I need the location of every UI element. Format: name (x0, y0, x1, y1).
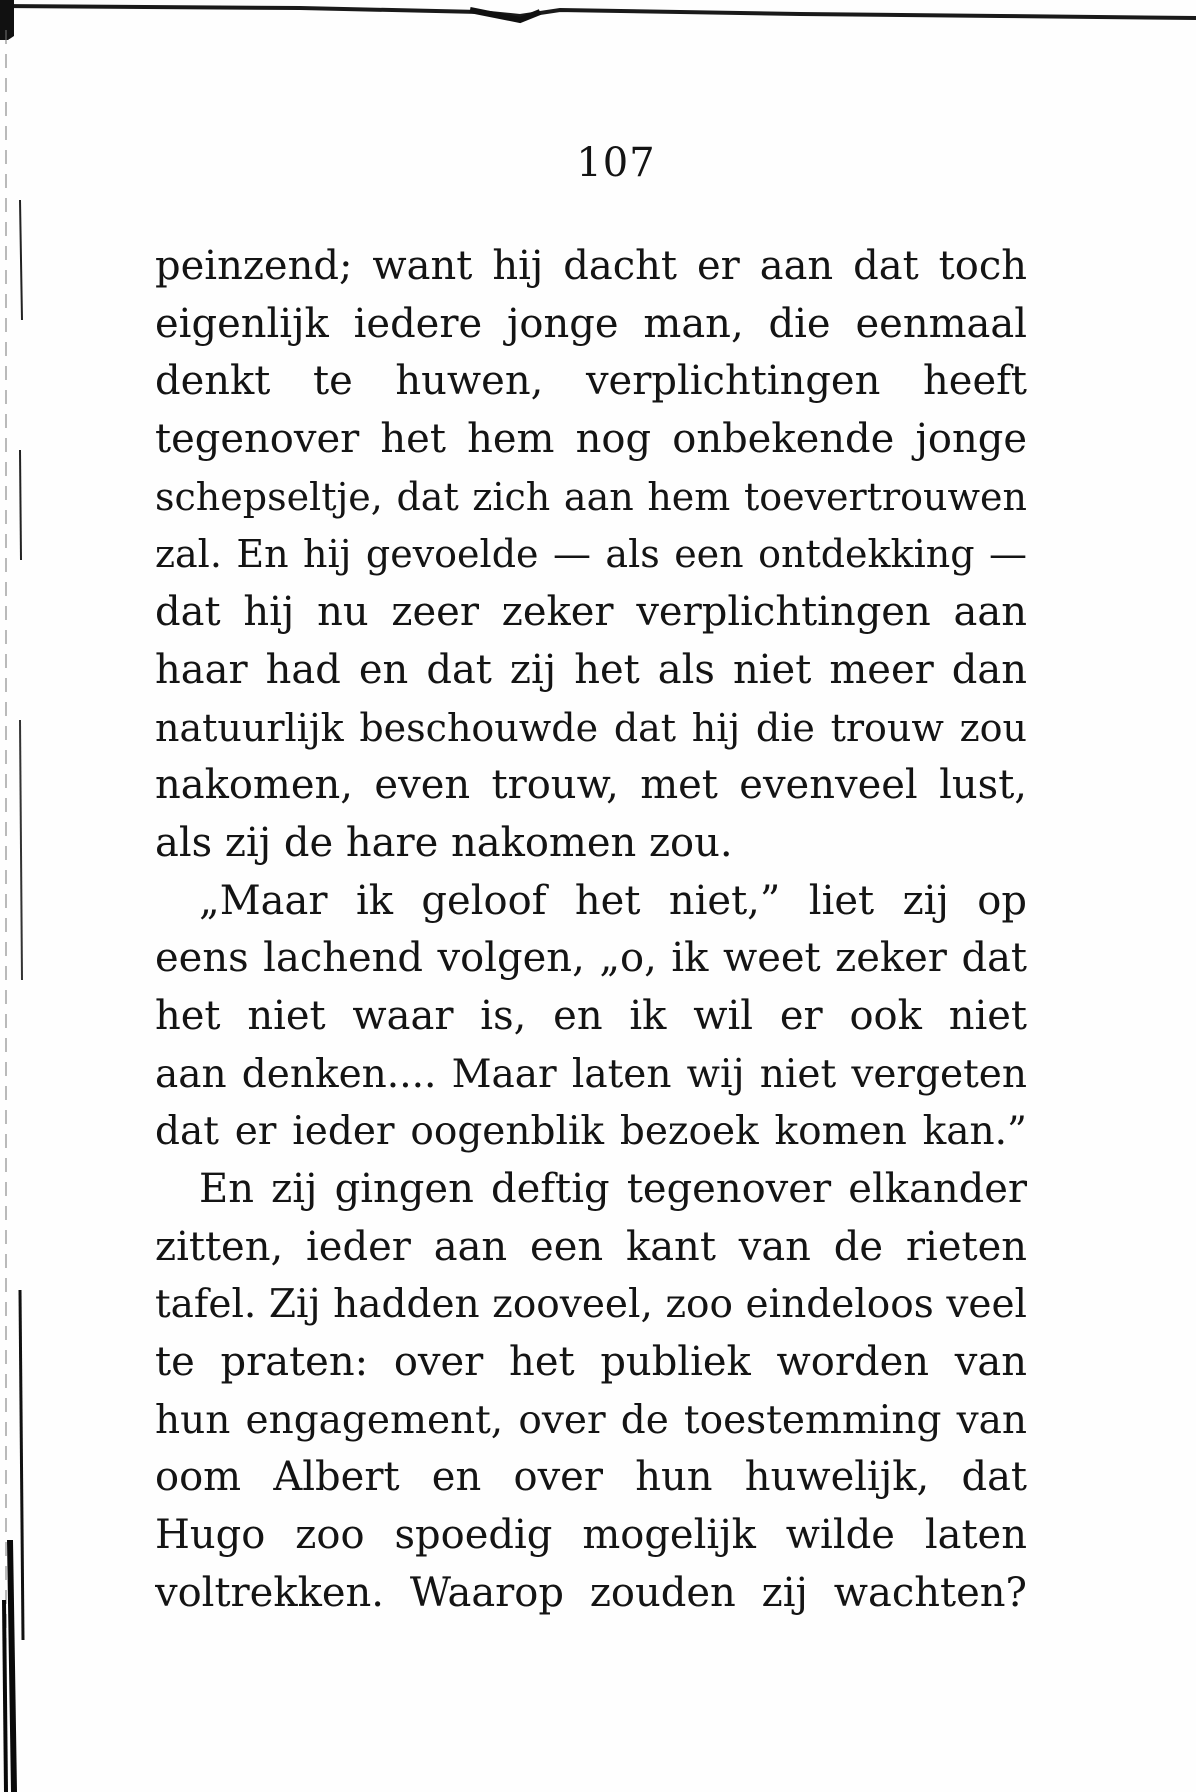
text-line: eigenlijk iedere jonge man, die eenmaal (155, 300, 1027, 347)
text-line: schepseltje, dat zich aan hem toevertrouwen (155, 474, 1027, 519)
text-line: als zij de hare nakomen zou. (155, 819, 733, 866)
scan-top-border (0, 0, 1196, 40)
text-line: tafel. Zij hadden zooveel, zoo eindeloos veel (155, 1282, 1027, 1328)
text-line: nakomen, even trouw, met evenveel lust, (155, 762, 1027, 809)
text-line: Hugo zoo spoedig mogelijk wilde laten (155, 1512, 1027, 1559)
text-line: eens lachend volgen, „o, ik weet zeker dat (155, 935, 1027, 982)
text-line: dat er ieder oogenblik bezoek komen kan.” (155, 1109, 1027, 1155)
scan-binding-edge (0, 0, 40, 1792)
text-line: „Maar ik geloof het niet,” liet zij op (199, 877, 1027, 924)
text-line: voltrekken. Waarop zouden zij wachten? (155, 1569, 1027, 1616)
text-line: dat hij nu zeer zeker verplichtingen aan (155, 589, 1027, 636)
text-line: hun engagement, over de toestemming van (155, 1397, 1027, 1443)
paragraph-2 (155, 873, 1027, 1161)
text-line: denkt te huwen, verplichtingen heeft (155, 358, 1027, 405)
paragraph-1 (155, 238, 1027, 873)
text-line: natuurlijk beschouwde dat hij die trouw zou (155, 705, 1027, 750)
page-number: 107 (576, 140, 656, 186)
text-line: haar had en dat zij het als niet meer dan (155, 646, 1027, 693)
text-line: aan denken.... Maar laten wij niet vergeten (155, 1051, 1027, 1097)
paragraph-3 (155, 1161, 1027, 1623)
text-line: tegenover het hem nog onbekende jonge (155, 416, 1027, 463)
text-line: het niet waar is, en ik wil er ook niet (155, 992, 1027, 1039)
text-line: te praten: over het publiek worden van (155, 1339, 1027, 1386)
body-text (155, 238, 1027, 1623)
text-line: oom Albert en over hun huwelijk, dat (155, 1454, 1027, 1501)
text-line: zal. En hij gevoelde — als een ontdekking — (155, 532, 1027, 577)
text-line: peinzend; want hij dacht er aan dat toch (155, 243, 1027, 289)
text-line: En zij gingen deftig tegenover elkander (199, 1166, 1027, 1212)
text-line: zitten, ieder aan een kant van de rieten (155, 1223, 1027, 1270)
